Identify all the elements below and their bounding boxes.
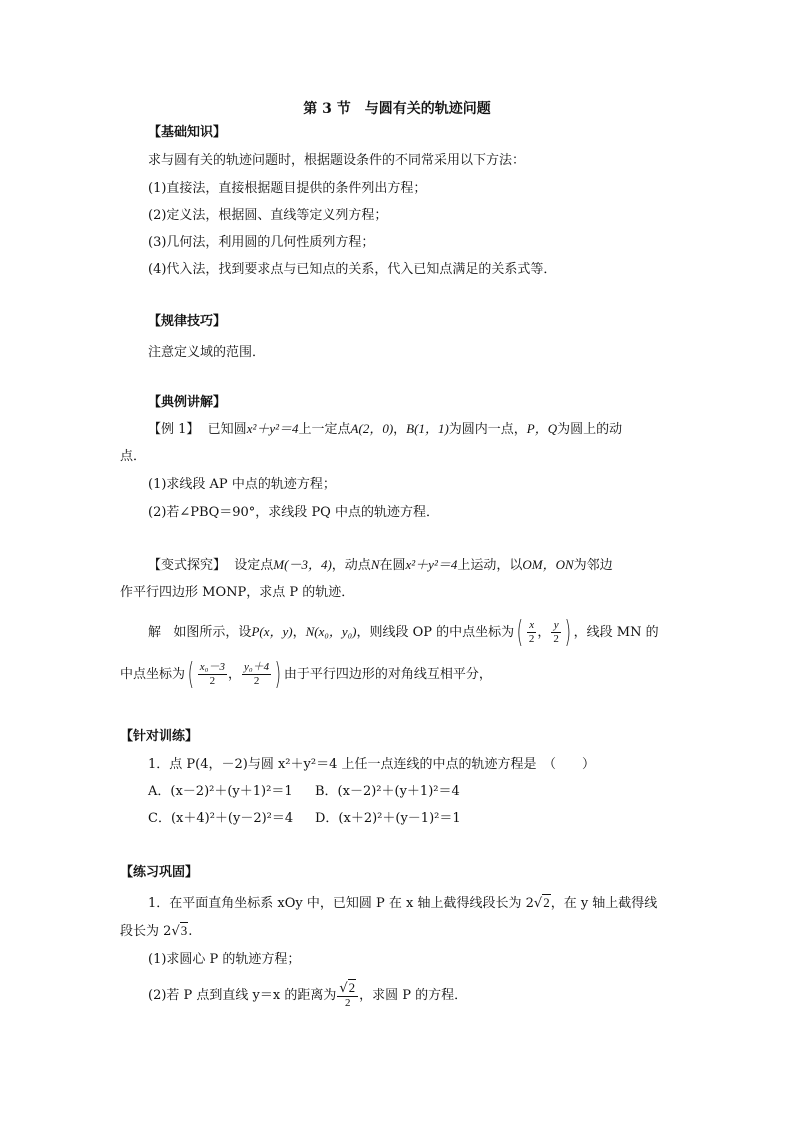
variant-line2: 作平行四边形 MONP，求点 P 的轨迹． bbox=[120, 585, 355, 600]
option-a: A．(x－2)²＋(y＋1)²＝1 bbox=[148, 784, 293, 799]
practice-q1-line2: 段长为 2√3. bbox=[120, 921, 192, 942]
basics-heading: 【基础知识】 bbox=[148, 125, 227, 140]
option-d: D．(x＋2)²＋(y－1)²＝1 bbox=[315, 811, 461, 826]
point-a: A(2，0) bbox=[350, 421, 394, 436]
sqrt-3: √3 bbox=[171, 923, 188, 939]
sqrt-2: √2 bbox=[533, 895, 550, 911]
variant-line1: 【变式探究】 设定点M(－3，4)，动点N在圆x²＋y²＝4上运动，以OM，ON为邻边 bbox=[148, 557, 613, 573]
solution-line2: 中点坐标为( $\frac{\text{x₀－3}}{2}$ ， $\frac{\text{y₀＋4}}{2}$ ) 由于平行四边形的对角线互相平分， bbox=[120, 656, 492, 692]
fraction-x-half: $\frac{x}{2}$ bbox=[528, 619, 535, 645]
solution-line1: 解 如图所示，设P(x，y)，N(x₀，y₀)，则线段 OP 的中点坐标为( $\frac{x}{2}$ ， $\frac{y}{2}$ ) ，线段 MN 的 bbox=[148, 614, 659, 650]
basics-item-4: (4)代入法，找到要求点与已知点的关系，代入已知点满足的关系式等． bbox=[148, 262, 557, 277]
basics-item-2: (2)定义法，根据圆、直线等定义列方程； bbox=[148, 208, 388, 223]
option-c: C．(x＋4)²＋(y－2)²＝4 bbox=[148, 811, 294, 826]
fraction-mn-y: $\frac{\text{y₀＋4}}{2}$ bbox=[243, 661, 270, 687]
point-b: B(1，1) bbox=[406, 421, 449, 436]
basics-item-1: (1)直接法，直接根据题目提供的条件列出方程； bbox=[148, 181, 427, 196]
basics-intro: 求与圆有关的轨迹问题时，根据题设条件的不同常采用以下方法： bbox=[148, 153, 526, 168]
practice-heading: 【练习巩固】 bbox=[120, 865, 199, 880]
page-title: 第 3 节 与圆有关的轨迹问题 bbox=[303, 101, 491, 117]
fraction-mn-x: $\frac{\text{x₀－3}}{2}$ bbox=[199, 661, 225, 687]
rules-heading: 【规律技巧】 bbox=[148, 314, 227, 329]
circle-equation: x²＋y²＝4 bbox=[246, 421, 299, 436]
example1-label: 【例 1】 bbox=[148, 422, 200, 437]
practice-sub-1: (1)求圆心 P 的轨迹方程； bbox=[148, 952, 301, 967]
training-heading: 【针对训练】 bbox=[120, 729, 199, 744]
practice-q1-line1: 1．在平面直角坐标系 xOy 中，已知圆 P 在 x 轴上截得线段长为 2√2，在 y 轴上截得线 bbox=[148, 893, 657, 914]
examples-heading: 【典例讲解】 bbox=[148, 395, 227, 410]
rules-text: 注意定义域的范围． bbox=[148, 345, 266, 360]
example1-question-1: (1)求线段 AP 中点的轨迹方程； bbox=[148, 477, 336, 492]
fraction-y-half: $\frac{y}{2}$ bbox=[553, 619, 559, 645]
option-b: B．(x－2)²＋(y＋1)²＝4 bbox=[315, 784, 460, 799]
practice-sub-2: (2)若 P 点到直线 y＝x 的距离为 $\frac{√2}{2}$ ，求圆 P 的方程． bbox=[148, 980, 468, 1009]
example1-line2: 点． bbox=[120, 449, 147, 464]
basics-item-3: (3)几何法，利用圆的几何性质列方程； bbox=[148, 235, 375, 250]
training-question-1: 1．点 P(4，－2)与圆 x²＋y²＝4 上任一点连线的中点的轨迹方程是 （ ） bbox=[148, 757, 595, 772]
fraction-sqrt2-half: $\frac{√2}{2}$ bbox=[337, 981, 358, 1010]
variant-label: 【变式探究】 bbox=[148, 558, 227, 573]
example1-question-2: (2)若∠PBQ＝90°，求线段 PQ 中点的轨迹方程． bbox=[148, 505, 439, 520]
example1-line1: 【例 1】 已知圆x²＋y²＝4上一定点A(2，0)，B(1，1)为圆内一点，P，Q为圆上的动 bbox=[148, 421, 623, 437]
solution-label: 解 bbox=[148, 625, 162, 640]
